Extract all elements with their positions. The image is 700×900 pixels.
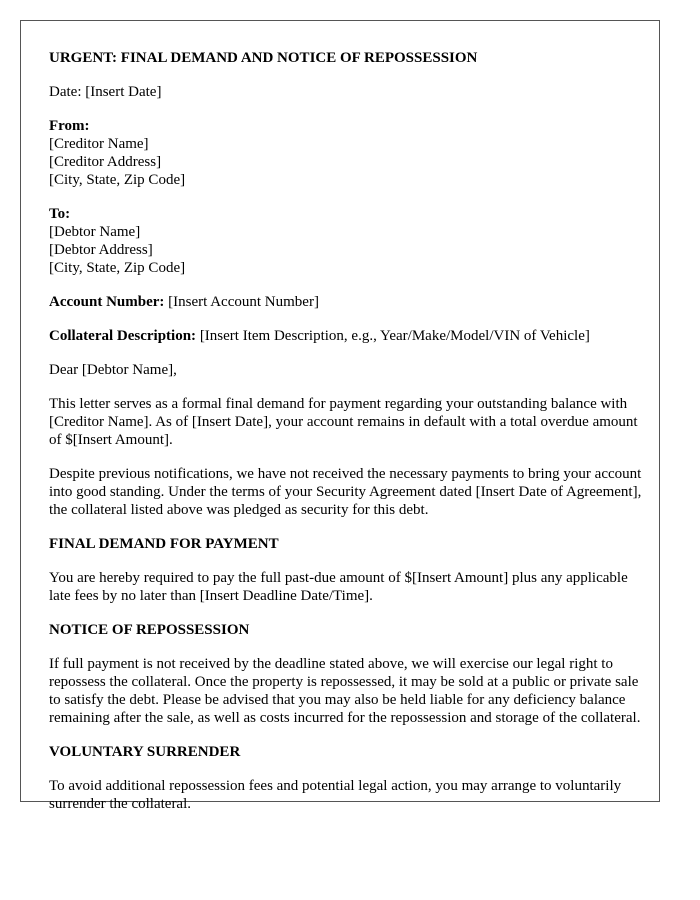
creditor-city: [City, State, Zip Code] xyxy=(49,172,186,188)
letter-title: URGENT: FINAL DEMAND AND NOTICE OF REPOSSESSION xyxy=(49,50,478,66)
from-label: From: xyxy=(49,118,90,134)
paragraph-default-notice: This letter serves as a formal final demand for payment regarding your outstanding balance with [Creditor Name]. As of [Insert Date], your account remains in default with a total overdue amount of $[Insert Amount]. xyxy=(49,396,638,448)
section-text-voluntary-surrender: To avoid additional repossession fees and potential legal action, you may arrange to voluntarily surrender the collateral. xyxy=(49,778,622,812)
debtor-address: [Debtor Address] xyxy=(49,242,153,258)
collateral-value: [Insert Item Description, e.g., Year/Make/Model/VIN of Vehicle] xyxy=(196,328,590,344)
section-heading-voluntary-surrender: VOLUNTARY SURRENDER xyxy=(49,744,241,760)
creditor-name: [Creditor Name] xyxy=(49,136,149,152)
from-block xyxy=(49,117,649,189)
paragraph-previous-notifications: Despite previous notifications, we have not received the necessary payments to bring your account into good standing. Under the terms of your Security Agreement dated [Insert Date of Agreement], the collateral listed above was pledged as security for this debt. xyxy=(49,466,642,518)
section-heading-final-demand: FINAL DEMAND FOR PAYMENT xyxy=(49,536,279,552)
debtor-name: [Debtor Name] xyxy=(49,224,141,240)
to-label: To: xyxy=(49,206,71,222)
section-heading-repossession: NOTICE OF REPOSSESSION xyxy=(49,622,250,638)
creditor-address: [Creditor Address] xyxy=(49,154,162,170)
letter-date: Date: [Insert Date] xyxy=(49,84,162,100)
collateral-line xyxy=(49,327,649,345)
account-number-line xyxy=(49,293,649,311)
section-text-final-demand: You are hereby required to pay the full past-due amount of $[Insert Amount] plus any applicable late fees by no later than [Insert Deadline Date/Time]. xyxy=(49,570,628,604)
account-number-label: Account Number: xyxy=(49,294,165,310)
account-number-value: [Insert Account Number] xyxy=(164,294,319,310)
letter-content xyxy=(49,49,649,829)
collateral-label: Collateral Description: xyxy=(49,328,197,344)
to-block xyxy=(49,205,649,277)
section-text-repossession: If full payment is not received by the deadline stated above, we will exercise our legal right to repossess the collateral. Once the property is repossessed, it may be sold at a public or private sale to satisfy the debt. Please be advised that you may also be held liable for any deficiency balance remaining after the sale, as well as costs incurred for the repossession and storage of the collateral. xyxy=(49,656,641,726)
letter-page xyxy=(20,20,660,812)
salutation: Dear [Debtor Name], xyxy=(49,362,177,378)
debtor-city: [City, State, Zip Code] xyxy=(49,260,186,276)
